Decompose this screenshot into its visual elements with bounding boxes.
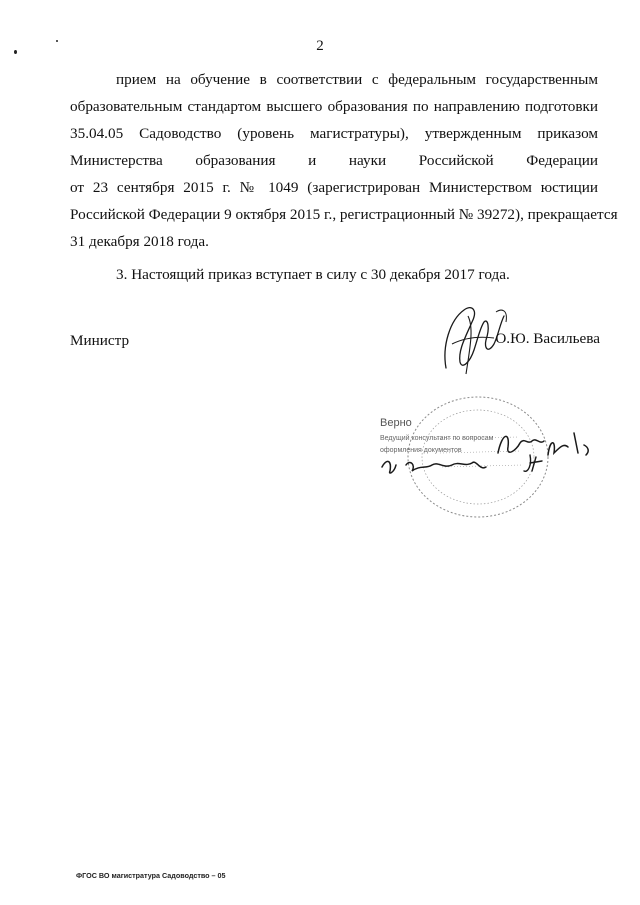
signature-block bbox=[70, 330, 600, 370]
paragraph-line: образовательным стандартом высшего образования по направлению подготовки bbox=[70, 98, 598, 115]
position-title: Министр bbox=[70, 332, 130, 349]
paragraph-line: Министерства образования и науки Российской Федерации bbox=[70, 152, 598, 169]
page-number: 2 bbox=[316, 38, 324, 54]
paragraph-line: Российской Федерации 9 октября 2015 г., регистрационный № 39272), прекращается bbox=[70, 206, 618, 223]
order-text bbox=[70, 66, 618, 288]
paragraph-line: прием на обучение в соответствии с федеральным государственным bbox=[116, 71, 598, 88]
signer-name: О.Ю. Васильева bbox=[495, 330, 600, 347]
certification-stamp bbox=[380, 395, 595, 525]
item-3-text: 3. Настоящий приказ вступает в силу с 30 декабря 2017 года. bbox=[116, 266, 510, 283]
stamp-subtitle: оформления документов bbox=[380, 447, 462, 454]
paragraph-line: от 23 сентября 2015 г. № 1049 (зарегистрирован Министерством юстиции bbox=[70, 179, 598, 196]
stamp-subtitle: Ведущий консультант по вопросам bbox=[380, 435, 494, 442]
stamp-title: Верно bbox=[380, 417, 412, 429]
paragraph-line: 35.04.05 Садоводство (уровень магистратуры), утвержденным приказом bbox=[70, 125, 598, 142]
footer-note: ФГОС ВО магистратура Садоводство – 05 bbox=[76, 871, 226, 880]
stamp-seal bbox=[380, 395, 595, 525]
paragraph-line: 31 декабря 2018 года. bbox=[70, 233, 209, 250]
